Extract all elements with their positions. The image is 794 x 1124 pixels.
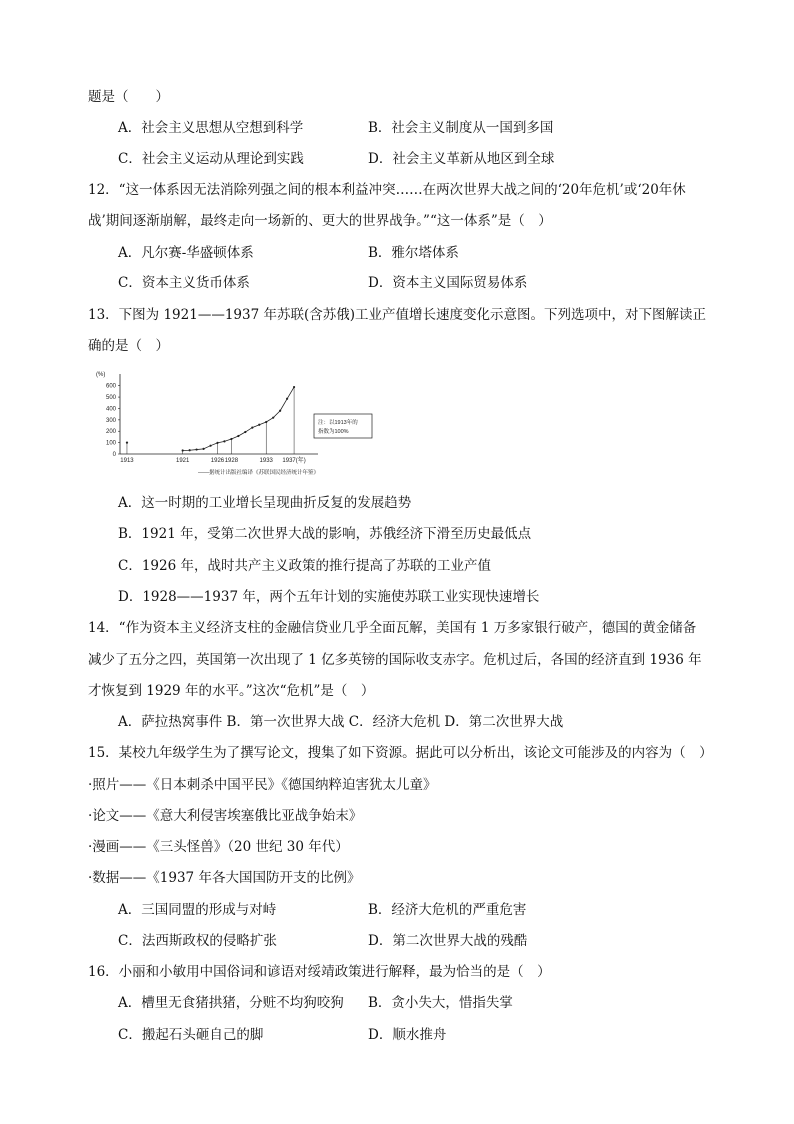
y-tick-label: 100 <box>105 440 116 447</box>
q14-stem-line2: 减少了五分之四，英国第一次出现了 1 亿多英镑的国际收支赤字。危机过后，各国的经济直到 1936 年 <box>88 652 702 668</box>
q15-resource-paper: ·论文——《意大利侵害埃塞俄比亚战争始末》 <box>88 808 363 824</box>
chart-svg <box>88 368 378 480</box>
q16-stem-line1: 16．小丽和小敏用中国俗词和谚语对绥靖政策进行解释，最为恰当的是（ ） <box>88 964 551 980</box>
data-point <box>230 438 232 440</box>
y-tick-label: 0 <box>112 452 116 458</box>
q11-option-a: A．社会主义思想从空想到科学 <box>118 120 304 136</box>
data-point <box>258 424 260 426</box>
y-unit-label: (%) <box>96 372 106 378</box>
q12-stem-line1: 12．“这一体系因无法消除列强之间的根本利益冲突……在两次世界大战之间的‘20年危机’或‘20年休 <box>88 182 686 198</box>
q16-option-c: C．搬起石头砸自己的脚 <box>118 1027 264 1043</box>
q15-option-b: B．经济大危机的严重危害 <box>368 902 527 918</box>
q15-option-a: A．三国同盟的形成与对峙 <box>118 902 277 918</box>
q13-option-d: D．1928——1937 年，两个五年计划的实施使苏联工业实现快速增长 <box>118 589 540 605</box>
q15-resource-photo: ·照片——《日本刺杀中国平民》《德国纳粹迫害犹太儿童》 <box>88 777 437 793</box>
data-point <box>265 421 267 423</box>
data-point <box>126 442 128 444</box>
q16-option-a: A．槽里无食猪拱猪，分赃不均狗咬狗 <box>118 995 344 1011</box>
data-point <box>189 449 191 451</box>
q11-option-b: B．社会主义制度从一国到多国 <box>368 120 554 136</box>
q13-option-a: A．这一时期的工业增长呈现曲折反复的发展趋势 <box>118 495 412 511</box>
q11-option-c: C．社会主义运动从理论到实践 <box>118 151 304 167</box>
x-tick-label: 1928 <box>224 458 239 464</box>
data-point <box>223 440 225 442</box>
y-tick-label: 200 <box>105 429 116 436</box>
q15-resource-data: ·数据——《1937 年各大国国防开支的比例》 <box>88 870 361 886</box>
data-point <box>202 448 204 450</box>
data-point <box>272 417 274 419</box>
x-tick-label: 1913 <box>120 458 134 464</box>
q15-stem-line1: 15．某校九年级学生为了撰写论文，搜集了如下资源。据此可以分析出，该论文可能涉及的内容为（ ） <box>88 745 713 761</box>
q14-stem-line1: 14．“作为资本主义经济支柱的金融信贷业几乎全面瓦解，美国有 1 万多家银行破产，德国的黄金储备 <box>88 620 697 636</box>
q15-option-d: D．第二次世界大战的残酷 <box>368 933 528 949</box>
q12-option-a: A．凡尔赛-华盛顿体系 <box>118 245 254 261</box>
y-tick-label: 500 <box>105 395 116 402</box>
data-point <box>286 398 288 400</box>
data-point <box>293 386 295 388</box>
y-tick-label: 400 <box>105 406 116 413</box>
q13-stem-line2: 确的是（ ） <box>88 338 169 354</box>
x-tick-label: 1933 <box>259 458 273 464</box>
q12-option-c: C．资本主义货币体系 <box>118 275 250 291</box>
data-point <box>195 448 197 450</box>
q16-option-d: D．顺水推舟 <box>368 1027 447 1043</box>
q15-resource-cartoon: ·漫画——《三头怪兽》（20 世纪 30 年代） <box>88 839 349 855</box>
q12-stem-line2: 战’期间逐渐崩解，最终走向一场新的、更大的世界战争。”“这一体系”是（ ） <box>88 213 552 229</box>
data-point <box>237 435 239 437</box>
y-tick-label: 300 <box>105 417 116 424</box>
y-tick-label: 600 <box>105 383 116 390</box>
note-text-line2: 指数为100% <box>318 429 349 435</box>
q11-stem-tail: 题是（ ） <box>88 89 169 105</box>
q12-option-b: B．雅尔塔体系 <box>368 245 459 261</box>
q13-option-b: B．1921 年，受第二次世界大战的影响，苏俄经济下滑至历史最低点 <box>118 526 532 542</box>
q16-option-b: B．贪小失大，惜指失掌 <box>368 995 513 1011</box>
x-tick-label: 1926 <box>210 458 225 464</box>
x-tick-label: 1937(年) <box>282 458 306 464</box>
data-point <box>279 410 281 412</box>
q12-option-d: D．资本主义国际贸易体系 <box>368 275 528 291</box>
q15-option-c: C．法西斯政权的侵略扩张 <box>118 933 277 949</box>
q13-stem-line1: 13．下图为 1921——1937 年苏联(含苏俄)工业产值增长速度变化示意图。下列选项中，对下图解读正 <box>88 307 707 323</box>
data-point <box>182 449 184 451</box>
data-point <box>209 445 211 447</box>
industrial-growth-chart <box>88 368 378 480</box>
q14-options: A．萨拉热窝事件 B．第一次世界大战 C．经济大危机 D．第二次世界大战 <box>118 714 564 730</box>
x-tick-label: 1921 <box>175 458 190 464</box>
q11-option-d: D．社会主义革新从地区到全球 <box>368 151 555 167</box>
series-line <box>183 387 294 450</box>
q13-option-c: C．1926 年，战时共产主义政策的推行提高了苏联的工业产值 <box>118 558 491 574</box>
data-point <box>216 442 218 444</box>
data-point <box>251 426 253 428</box>
note-text-line1: 注：以1913年的 <box>318 420 358 426</box>
chart-source: ——据统计出版社编译《苏联国民经济统计年鉴》 <box>198 470 320 476</box>
data-point <box>244 431 246 433</box>
q14-stem-line3: 才恢复到 1929 年的水平。”这次“危机”是（ ） <box>88 683 375 699</box>
